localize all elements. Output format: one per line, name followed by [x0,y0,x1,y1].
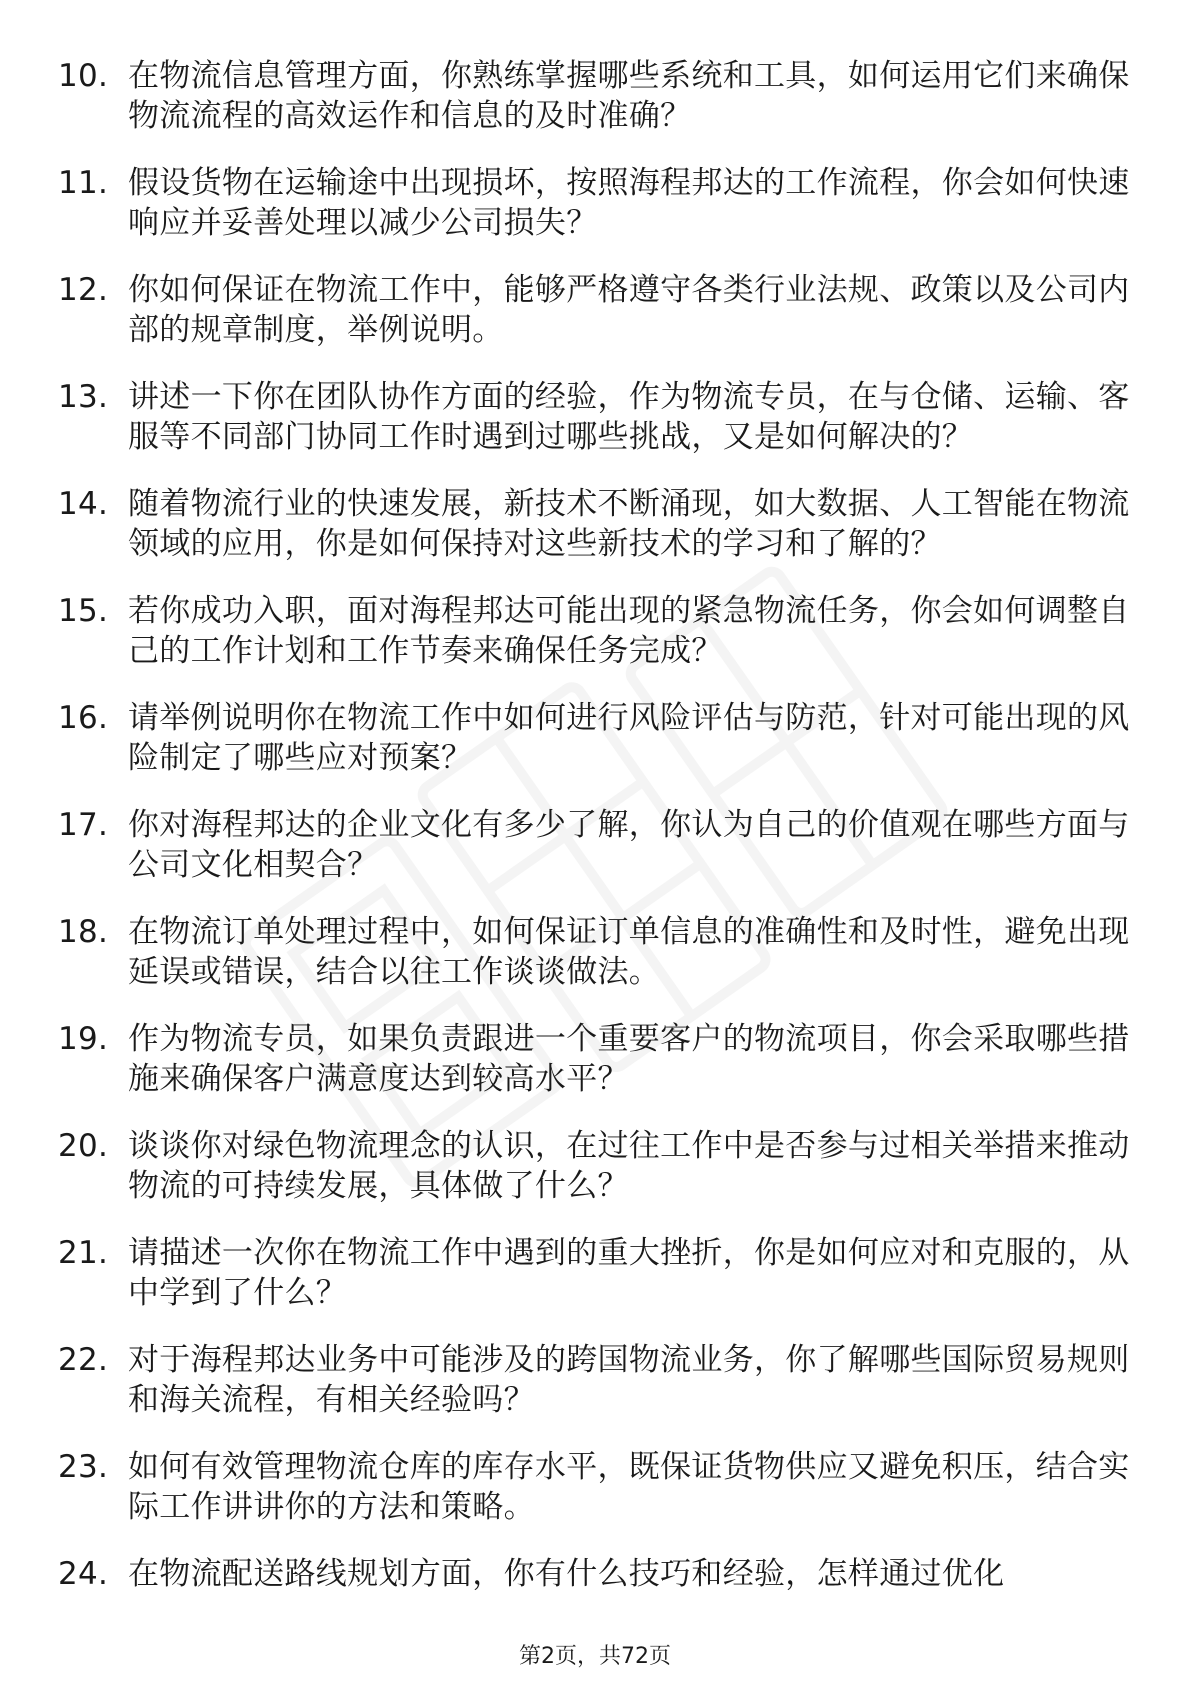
question-number: 22. [58,1342,109,1378]
question-text: 你对海程邦达的企业文化有多少了解，你认为自己的价值观在哪些方面与公司文化相契合？ [128,807,1130,883]
question-number: 11. [58,165,109,201]
list-item [58,56,1138,136]
list-item [58,270,1138,350]
question-number: 24. [58,1556,109,1592]
question-text: 如何有效管理物流仓库的库存水平，既保证货物供应又避免积压，结合实际工作讲讲你的方法和策略。 [128,1449,1130,1525]
list-item [58,805,1138,885]
question-text: 作为物流专员，如果负责跟进一个重要客户的物流项目，你会采取哪些措施来确保客户满意度达到较高水平？ [128,1021,1130,1097]
question-text: 在物流订单处理过程中，如何保证订单信息的准确性和及时性，避免出现延误或错误，结合以往工作谈谈做法。 [128,914,1130,990]
question-text: 在物流配送路线规划方面，你有什么技巧和经验，怎样通过优化 [128,1556,1005,1592]
page-footer: 第2页，共72页 [519,1644,671,1669]
question-text: 你如何保证在物流工作中，能够严格遵守各类行业法规、政策以及公司内部的规章制度，举例说明。 [128,272,1130,348]
list-item [58,1233,1138,1313]
list-item [58,484,1138,564]
question-number: 15. [58,593,109,629]
question-number: 10. [58,58,109,94]
question-number: 18. [58,914,109,950]
list-item [58,1340,1138,1420]
question-number: 16. [58,700,109,736]
question-text: 谈谈你对绿色物流理念的认识，在过往工作中是否参与过相关举措来推动物流的可持续发展，具体做了什么？ [128,1128,1130,1204]
list-item [58,1447,1138,1527]
list-item [58,163,1138,243]
question-text: 在物流信息管理方面，你熟练掌握哪些系统和工具，如何运用它们来确保物流流程的高效运作和信息的及时准确？ [128,58,1130,134]
question-number: 17. [58,807,109,843]
question-number: 14. [58,486,109,522]
list-item [58,377,1138,457]
question-text: 请描述一次你在物流工作中遇到的重大挫折，你是如何应对和克服的，从中学到了什么？ [128,1235,1130,1311]
question-number: 21. [58,1235,109,1271]
question-text: 随着物流行业的快速发展，新技术不断涌现，如大数据、人工智能在物流领域的应用，你是如何保持对这些新技术的学习和了解的？ [128,486,1130,562]
question-number: 20. [58,1128,109,1164]
list-item [58,591,1138,671]
list-item [58,1019,1138,1099]
list-item [58,698,1138,778]
question-text: 讲述一下你在团队协作方面的经验，作为物流专员，在与仓储、运输、客服等不同部门协同工作时遇到过哪些挑战，又是如何解决的？ [128,379,1130,455]
question-text: 请举例说明你在物流工作中如何进行风险评估与防范，针对可能出现的风险制定了哪些应对预案？ [128,700,1130,776]
question-number: 13. [58,379,109,415]
list-item [58,912,1138,992]
question-text: 若你成功入职，面对海程邦达可能出现的紧急物流任务，你会如何调整自己的工作计划和工作节奏来确保任务完成？ [128,593,1130,669]
list-item [58,1554,1138,1594]
question-text: 对于海程邦达业务中可能涉及的跨国物流业务，你了解哪些国际贸易规则和海关流程，有相关经验吗？ [128,1342,1130,1418]
question-number: 19. [58,1021,109,1057]
question-number: 23. [58,1449,109,1485]
question-text: 假设货物在运输途中出现损坏，按照海程邦达的工作流程，你会如何快速响应并妥善处理以减少公司损失？ [128,165,1130,241]
question-list [58,56,1138,1621]
question-number: 12. [58,272,109,308]
list-item [58,1126,1138,1206]
